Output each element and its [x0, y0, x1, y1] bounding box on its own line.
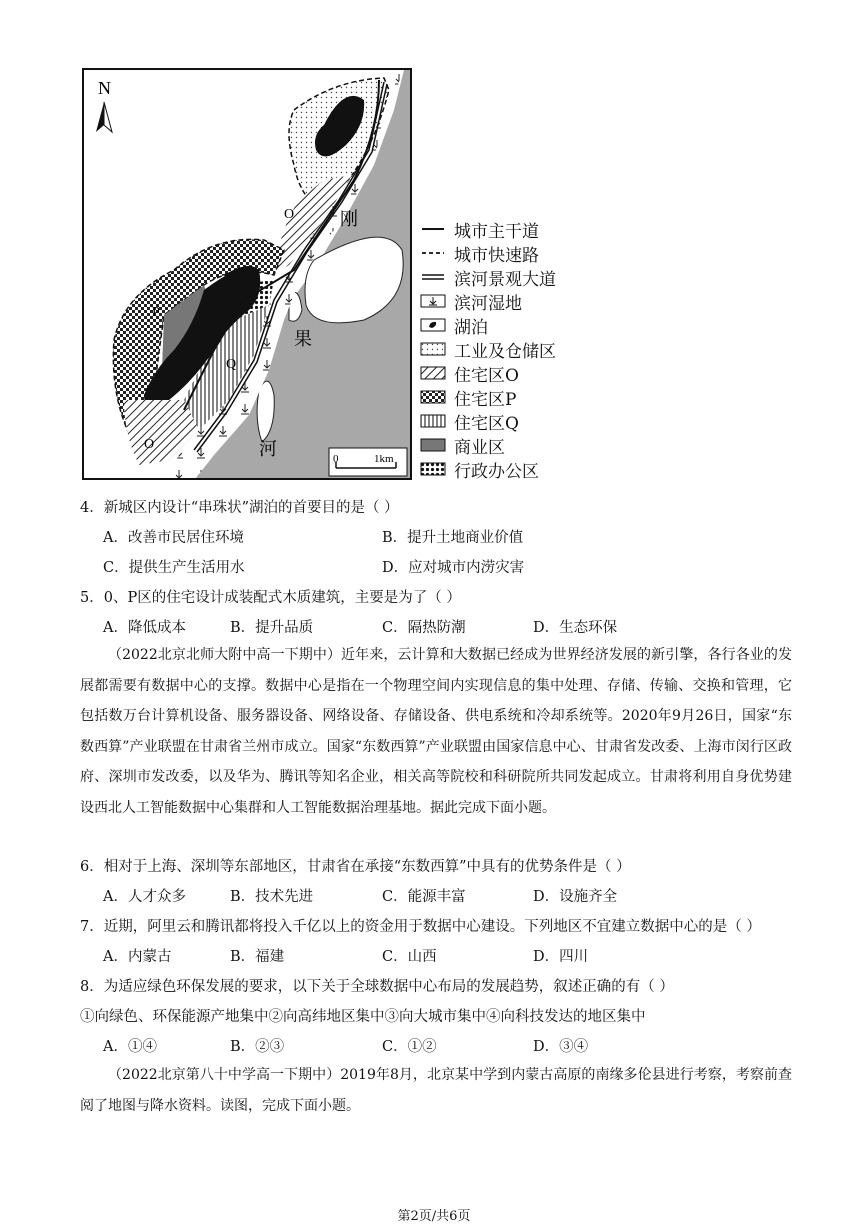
question-8-items: ①向绿色、环保能源产地集中②向高纬地区集中③向大城市集中④向科技发达的地区集中 [80, 1009, 646, 1025]
legend-item-industrial [420, 337, 620, 361]
q7-option-a: A．内蒙古 [103, 949, 172, 965]
passage-duolun: （2022北京第八十中学高一下期中）2019年8月，北京某中学到内蒙古高原的南缘多伦县进行考察，考察前查阅了地图与降水资料。读图，完成下面小题。 [80, 1067, 792, 1114]
question-7-stem: 7．近期，阿里云和腾讯都将投入千亿以上的资金用于数据中心建设。下列地区不宜建立数据中心的是（ ） [80, 919, 761, 935]
q4-option-c: C．提供生产生活用水 [103, 560, 245, 576]
region-label-o-south: O [144, 437, 155, 452]
page-number: 第2页/共6页 [397, 1209, 471, 1224]
q5-option-b: B．提升品质 [230, 620, 314, 636]
legend-label: 城市主干道 [454, 221, 539, 242]
question-5-stem: 5．0、P区的住宅设计成装配式木质建筑，主要是为了（ ） [80, 590, 461, 606]
wetland-symbol [420, 294, 446, 308]
river-label-guo: 果 [294, 329, 312, 350]
scale-km: 1km [374, 453, 394, 465]
q7-option-d: D．四川 [533, 949, 589, 965]
residential-q-symbol [420, 414, 446, 428]
q4-option-d: D．应对城市内涝灾害 [382, 560, 525, 576]
legend-item-trunk-road [420, 217, 620, 241]
legend-item-residential-o [420, 361, 620, 385]
legend-label: 住宅区P [454, 389, 517, 410]
admin-symbol [420, 462, 446, 476]
lake-symbol [420, 318, 446, 332]
legend-label: 行政办公区 [454, 461, 539, 482]
legend-item-residential-p [420, 385, 620, 409]
north-label: N [98, 78, 111, 98]
legend-label: 商业区 [454, 437, 505, 458]
legend-label: 住宅区O [454, 365, 519, 386]
q8-option-d: D．③④ [533, 1039, 589, 1055]
map-legend [420, 217, 620, 481]
q7-option-b: B．福建 [230, 949, 285, 965]
legend-item-residential-q [420, 409, 620, 433]
legend-label: 湖泊 [454, 317, 488, 338]
legend-item-lake [420, 313, 620, 337]
q6-option-a: A．人才众多 [103, 889, 186, 905]
q8-option-a: A．①④ [103, 1039, 157, 1055]
q4-option-b: B．提升土地商业价值 [382, 530, 524, 546]
q6-option-d: D．设施齐全 [533, 889, 618, 905]
residential-o-symbol [420, 366, 446, 380]
q6-option-c: C．能源丰富 [382, 889, 466, 905]
q4-option-a: A．改善市民居住环境 [103, 530, 244, 546]
question-6-stem: 6．相对于上海、深圳等东部地区，甘肃省在承接“东数西算”中具有的优势条件是（ ） [80, 859, 631, 875]
riverside-avenue-symbol [420, 270, 446, 284]
residential-p-symbol [420, 390, 446, 404]
question-8-stem: 8．为适应绿色环保发展的要求，以下关于全球数据中心布局的发展趋势，叙述正确的有（ ） [80, 979, 674, 995]
legend-label: 住宅区Q [454, 413, 519, 434]
passage-data-center: （2022北京北师大附中高一下期中）近年来，云计算和大数据已经成为世界经济发展的新引擎，各行各业的发展都需要有数据中心的支撑。数据中心是指在一个物理空间内实现信息的集中处理、存储、传输、交换和管理，它包括数万台计算机设备、服务器设备、网络设备、存储设备、供电系统和冷却系统等。2020年9月26日，国家“东数西算”产业联盟在甘肃省兰州市成立。国家“东数西算”产业联盟由国家信息中心、甘肃省发改委、上海市闵行区政府、深圳市发改委，以及华为、腾讯等知名企业，相关高等院校和科研院所共同发起成立。甘肃将利用自身优势建设西北人工智能数据中心集群和人工智能数据治理基地。据此完成下面小题。 [80, 647, 792, 816]
legend-item-wetland [420, 289, 620, 313]
q5-option-c: C．隔热防潮 [382, 620, 466, 636]
legend-item-commercial [420, 433, 620, 457]
legend-label: 滨河景观大道 [454, 269, 556, 290]
region-label-p: P [152, 305, 160, 320]
q5-option-d: D．生态环保 [533, 620, 618, 636]
legend-label: 滨河湿地 [454, 293, 522, 314]
expressway-symbol [420, 246, 446, 260]
region-label-o-north: O [284, 207, 295, 222]
legend-label: 城市快速路 [454, 245, 539, 266]
legend-item-expressway [420, 241, 620, 265]
q5-option-a: A．降低成本 [103, 620, 186, 636]
q6-option-b: B．技术先进 [230, 889, 314, 905]
legend-item-riverside-avenue [420, 265, 620, 289]
trunk-road-symbol [420, 222, 446, 236]
q8-option-c: C．①② [382, 1039, 437, 1055]
city-map [82, 68, 412, 480]
river-label-he: 河 [259, 439, 277, 460]
q7-option-c: C．山西 [382, 949, 437, 965]
legend-label: 工业及仓储区 [454, 341, 556, 362]
industrial-symbol [420, 342, 446, 356]
scale-zero: 0 [333, 453, 339, 465]
commercial-symbol [420, 438, 446, 452]
legend-item-admin [420, 457, 620, 481]
question-4-stem: 4．新城区内设计“串珠状”湖泊的首要目的是（ ） [80, 500, 399, 516]
river-label-gang: 刚 [340, 209, 358, 230]
region-label-q: Q [226, 357, 237, 372]
q8-option-b: B．②③ [230, 1039, 285, 1055]
